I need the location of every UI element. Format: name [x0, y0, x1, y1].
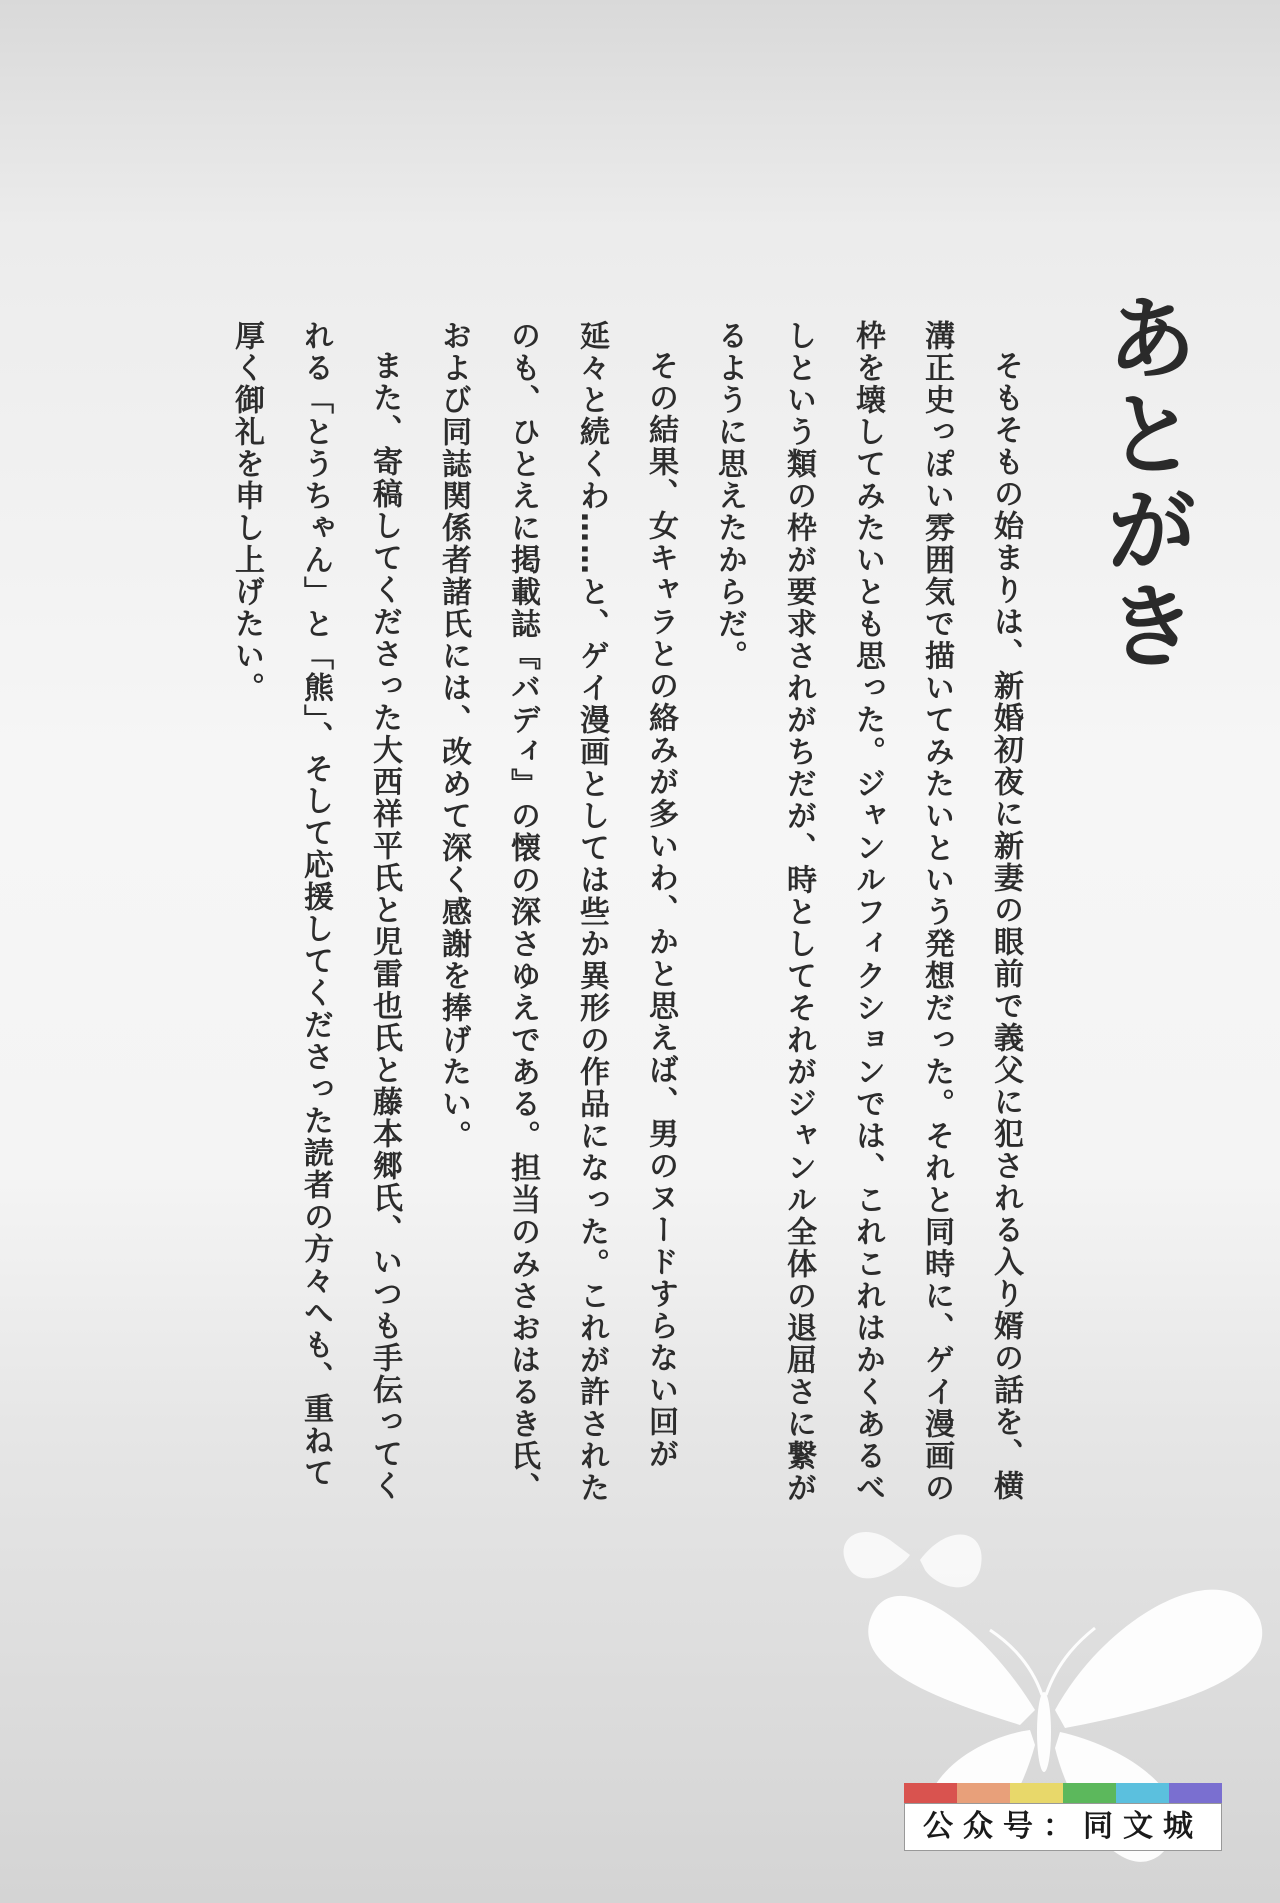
stripe-yellow — [1010, 1783, 1063, 1803]
paragraph-3: また、寄稿してくださった大西祥平氏と児雷也氏と藤本郷氏、いつも手伝ってくれる「とうちゃん」と「熊」、そして応援してくださった読者の方々へも、重ねて厚く御礼を申し上げたい。 — [229, 320, 402, 1502]
stripe-purple — [1169, 1783, 1222, 1803]
watermark-badge — [904, 1783, 1222, 1853]
afterword-body — [200, 320, 1040, 1520]
paragraph-2: その結果、女キャラとの絡みが多いわ、かと思えば、男のヌードすらない回が延々と続くわ……と、ゲイ漫画としては些か異形の作品になった。これが許されたのも、ひとえに掲載誌『バディ』の懐の深さゆえである。担当のみさおはるき氏、および同誌関係者諸氏には、改めて深く感謝を捧げたい。 — [436, 320, 678, 1504]
stripe-green — [1063, 1783, 1116, 1803]
paragraph-1: そもそもの始まりは、新婚初夜に新妻の眼前で義父に犯される入り婿の話を、横溝正史っぽい雰囲気で描いてみたいという発想だった。それと同時に、ゲイ漫画の枠を壊してみたいとも思った。ジャンルフィクションでは、これこれはかくあるべしという類の枠が要求されがちだが、時としてそれがジャンル全体の退屈さに繋がるように思えたからだ。 — [712, 320, 1023, 1504]
stripe-orange — [957, 1783, 1010, 1803]
stripe-blue — [1116, 1783, 1169, 1803]
stripe-red — [904, 1783, 957, 1803]
watermark-color-bar — [904, 1783, 1222, 1803]
page-title: あとがき — [1091, 290, 1199, 674]
watermark-label: 公众号：同文城 — [904, 1803, 1222, 1851]
